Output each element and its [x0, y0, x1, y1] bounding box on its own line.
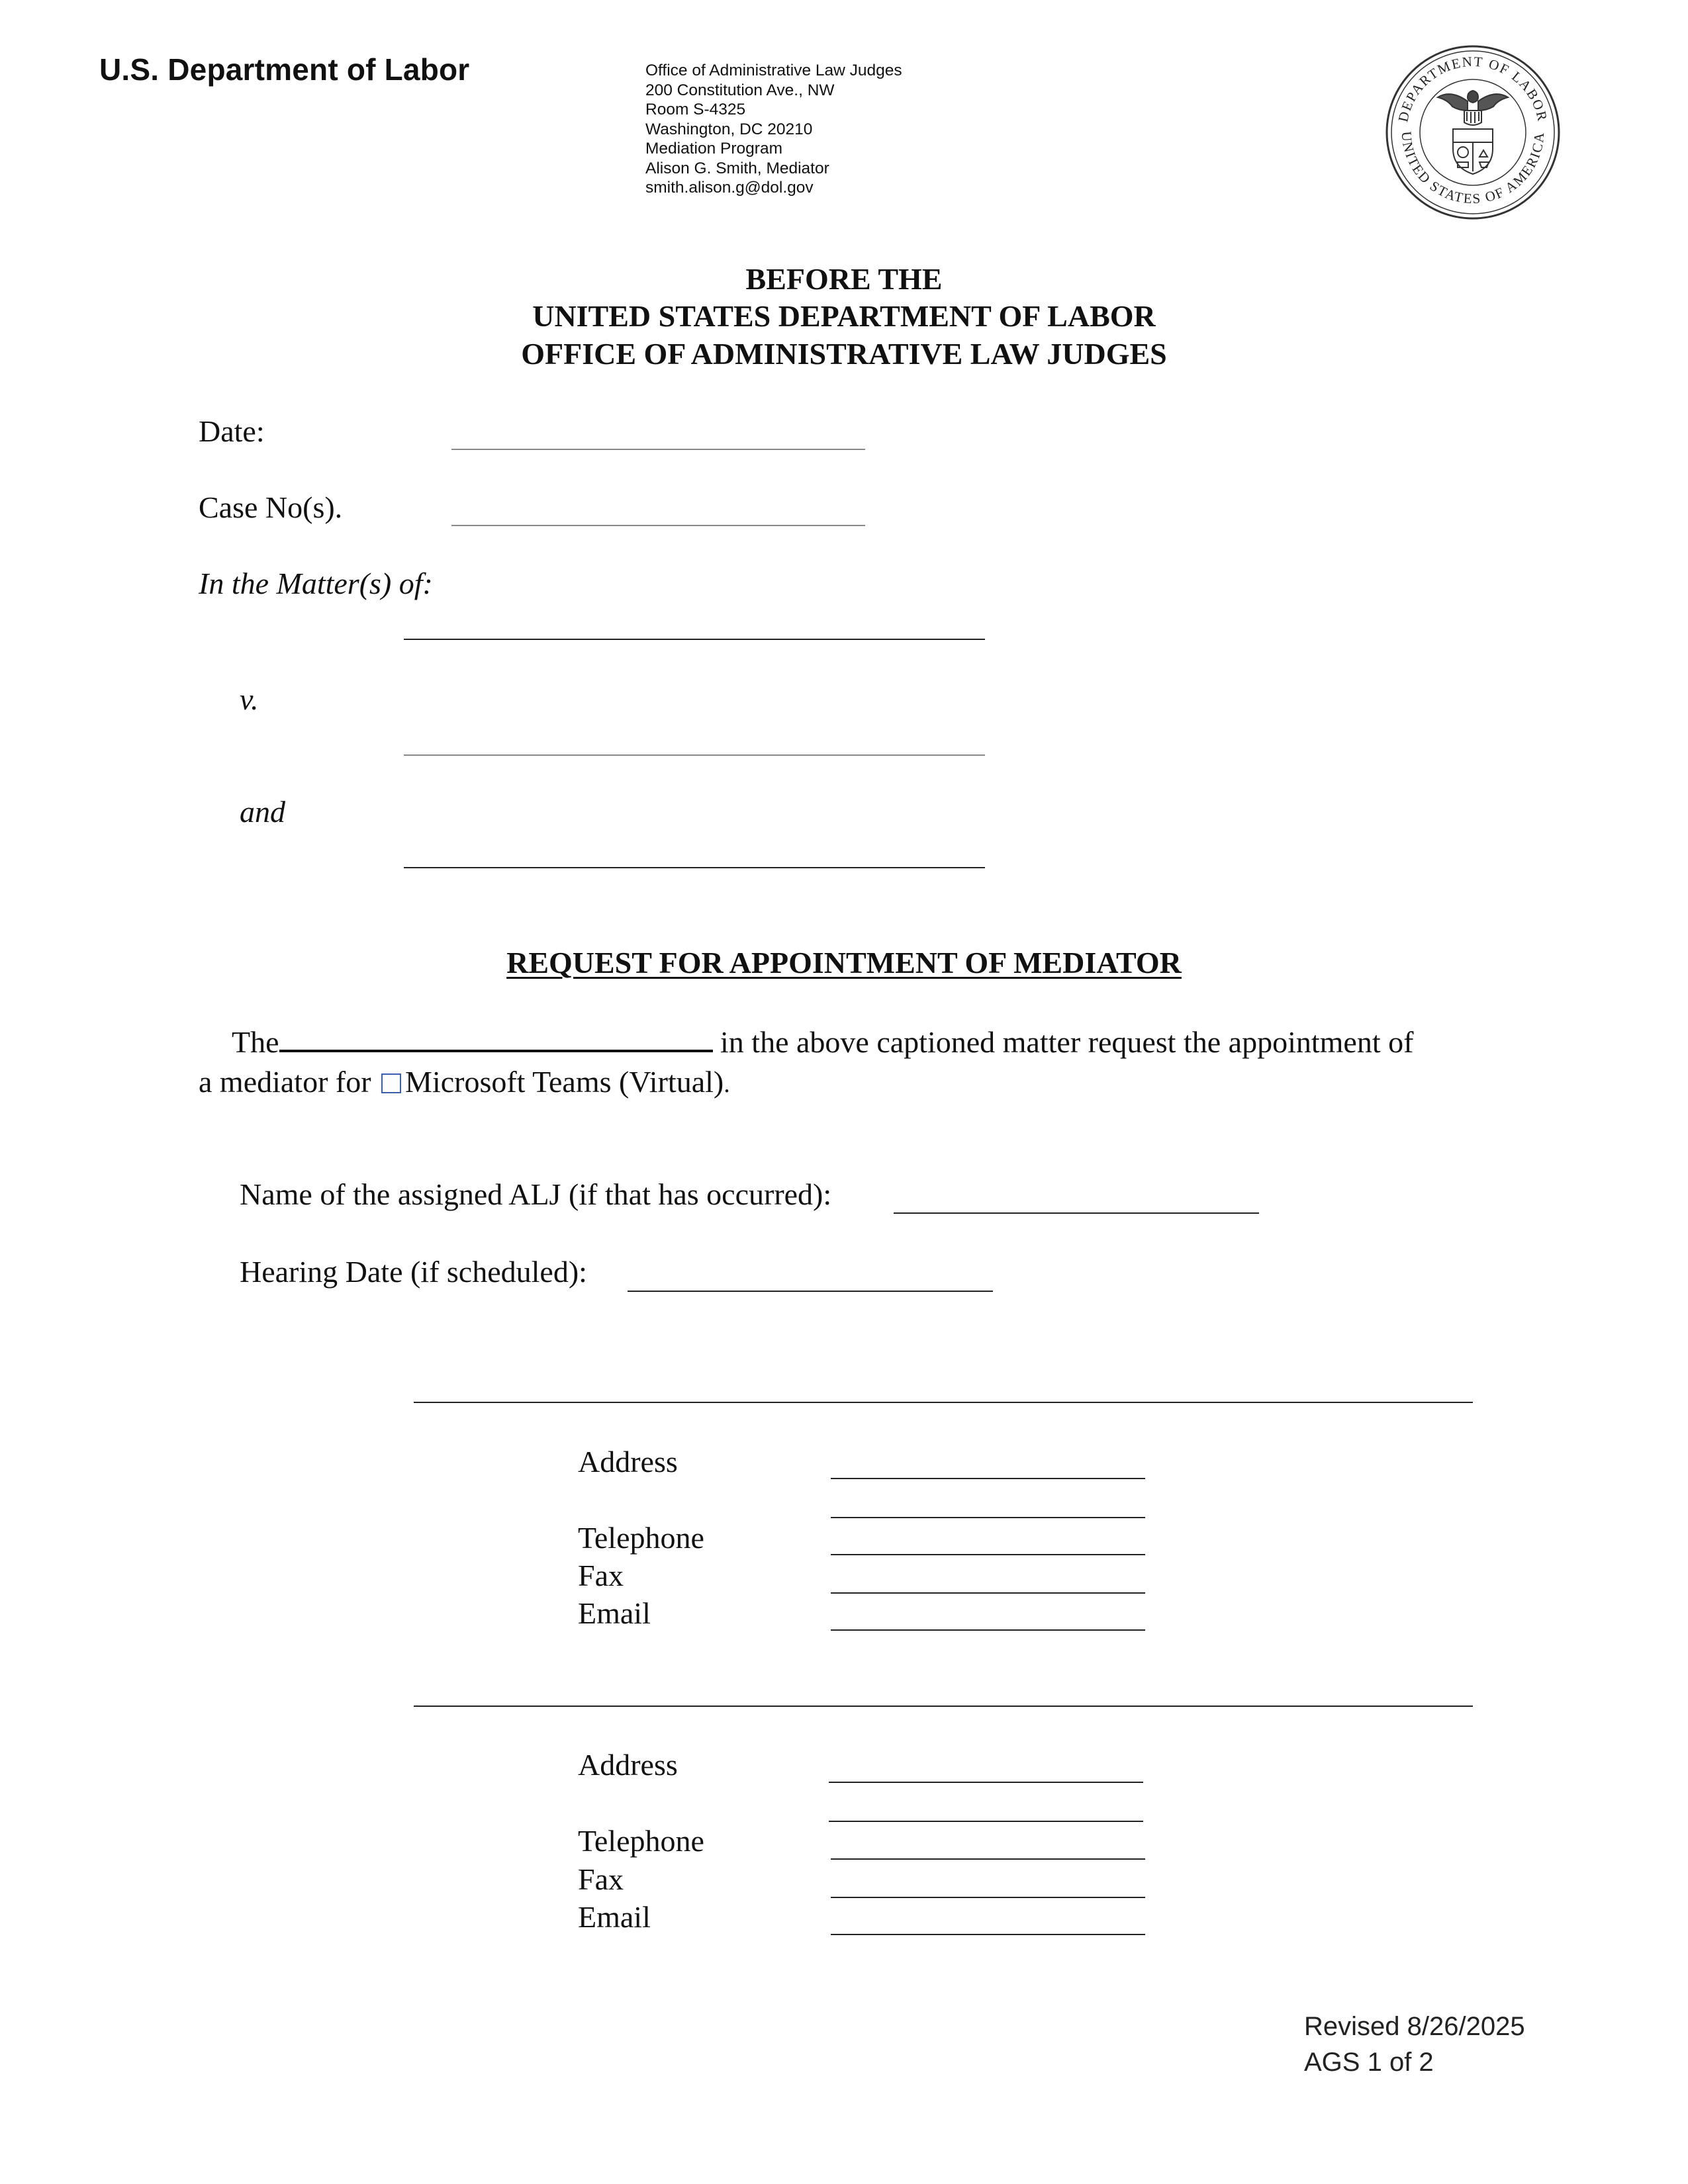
telephone-label: Telephone — [578, 1521, 704, 1555]
request-text-2: a mediator for — [199, 1065, 371, 1099]
party-1-signature-line[interactable] — [414, 1402, 1473, 1403]
seal-bottom-text: UNITED STATES OF AMERICA — [1398, 130, 1548, 207]
page-number: AGS 1 of 2 — [1304, 2048, 1434, 2077]
agency-name: U.S. Department of Labor — [99, 52, 470, 87]
address-field-line-1[interactable] — [831, 1478, 1145, 1479]
fax-label: Fax — [578, 1559, 624, 1592]
case-number-field[interactable] — [451, 525, 865, 526]
microsoft-teams-checkbox[interactable] — [381, 1073, 401, 1093]
address-label: Address — [578, 1445, 678, 1479]
request-title — [0, 945, 1688, 980]
office-address-block — [645, 61, 902, 198]
office-line: Washington, DC 20210 — [645, 120, 813, 138]
matter-label: In the Matter(s) of: — [199, 567, 433, 600]
date-field[interactable] — [451, 449, 865, 450]
party-3-field[interactable] — [404, 867, 985, 868]
heading-line-2: UNITED STATES DEPARTMENT OF LABOR — [532, 299, 1156, 333]
email-label: Email — [578, 1900, 651, 1934]
date-label: Date: — [199, 414, 265, 448]
party-2-field[interactable] — [404, 754, 985, 756]
fax-label: Fax — [578, 1862, 624, 1896]
office-line: Alison G. Smith, Mediator — [645, 159, 829, 177]
request-text-1: in the above captioned matter request the appointment of — [712, 1025, 1414, 1059]
footer — [1304, 2009, 1525, 2080]
microsoft-teams-option-label: Microsoft Teams (Virtual) — [405, 1065, 724, 1099]
versus-label: v. — [240, 682, 259, 716]
telephone-field[interactable] — [831, 1858, 1145, 1860]
revision-date: Revised 8/26/2025 — [1304, 2012, 1525, 2041]
party-1-field[interactable] — [404, 639, 985, 640]
office-line: 200 Constitution Ave., NW — [645, 81, 835, 99]
email-label: Email — [578, 1596, 651, 1630]
and-label: and — [240, 795, 285, 829]
address-field-line-2[interactable] — [831, 1517, 1145, 1518]
office-email: smith.alison.g@dol.gov — [645, 179, 814, 197]
fax-field[interactable] — [831, 1897, 1145, 1898]
hearing-date-field[interactable] — [628, 1291, 993, 1292]
email-field[interactable] — [831, 1934, 1145, 1935]
dol-seal-icon — [1383, 43, 1562, 222]
email-field[interactable] — [831, 1629, 1145, 1631]
address-field-line-2[interactable] — [829, 1821, 1143, 1822]
alj-name-label: Name of the assigned ALJ (if that has occurred): — [240, 1177, 832, 1211]
telephone-field[interactable] — [831, 1554, 1145, 1555]
telephone-label: Telephone — [578, 1824, 704, 1858]
requesting-party-field[interactable] — [279, 1027, 713, 1052]
office-line: Mediation Program — [645, 140, 782, 158]
fax-field[interactable] — [831, 1592, 1145, 1594]
office-line: Room S-4325 — [645, 101, 746, 118]
heading-line-1: BEFORE THE — [745, 262, 943, 296]
party-2-signature-line[interactable] — [414, 1706, 1473, 1707]
alj-name-field[interactable] — [894, 1212, 1259, 1214]
address-label: Address — [578, 1748, 678, 1782]
seal-top-text: DEPARTMENT OF LABOR — [1395, 53, 1551, 124]
hearing-date-label: Hearing Date (if scheduled): — [240, 1255, 587, 1289]
the-text: The — [232, 1025, 279, 1059]
request-paragraph — [199, 1023, 1489, 1104]
request-title-text: REQUEST FOR APPOINTMENT OF MEDIATOR — [506, 946, 1182, 979]
office-line: Office of Administrative Law Judges — [645, 62, 902, 79]
case-number-label: Case No(s). — [199, 490, 343, 524]
sentence-period: . — [724, 1070, 730, 1098]
address-field-line-1[interactable] — [829, 1782, 1143, 1783]
heading-line-3: OFFICE OF ADMINISTRATIVE LAW JUDGES — [521, 337, 1167, 371]
